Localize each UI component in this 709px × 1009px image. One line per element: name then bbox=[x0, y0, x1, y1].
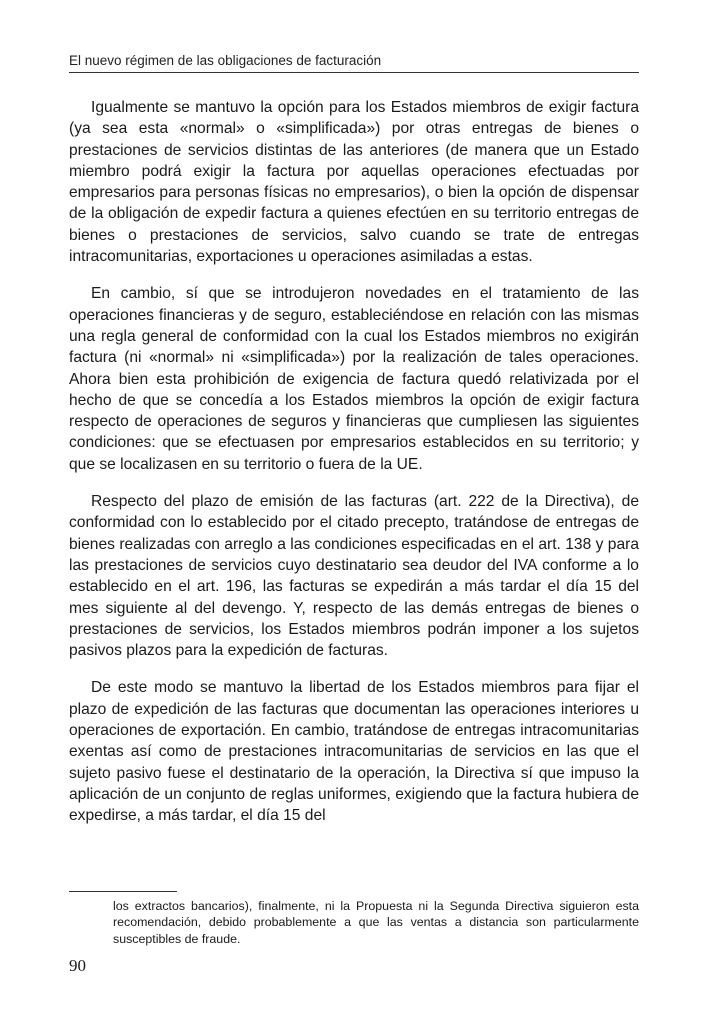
paragraph-1: Igualmente se mantuvo la opción para los Estados miembros de exigir factura (ya sea esta «normal» o «simplificada») por otras entregas de bienes o prestaciones de servicios distintas de las anteriores (de manera que un Estado miembro podrá exigir la factura por aquellas operaciones efectuadas por empresarios para personas físicas no empresarios), o bien la opción de dispensar de la obligación de expedir factura a quienes efectúen en su territorio entregas de bienes o prestaciones de servicios, salvo cuando se trate de entregas intracomunitarias, exportaciones u operaciones asimiladas a estas. bbox=[69, 99, 639, 266]
body-text bbox=[69, 97, 639, 843]
paragraph-3: Respecto del plazo de emisión de las facturas (art. 222 de la Directiva), de conformidad con lo establecido por el citado precepto, tratándose de entregas de bienes realizadas con arreglo a las condiciones especificadas en el art. 138 y para las prestaciones de servicios cuyo destinatario sea deudor del IVA conforme a lo establecido en el art. 196, las facturas se expedirán a más tardar el día 15 del mes siguiente al del devengo. Y, respecto de las demás entregas de bienes o prestaciones de servicios, los Estados miembros podrán imponer a los sujetos pasivos plazos para la expedición de facturas. bbox=[69, 493, 639, 660]
footnote: los extractos bancarios), finalmente, ni la Propuesta ni la Segunda Directiva siguieron esta recomendación, debido probablemente a que las ventas a distancia son particularmente susceptibles de fraude. bbox=[113, 899, 639, 946]
page-number: 90 bbox=[69, 956, 86, 975]
paragraph-2: En cambio, sí que se introdujeron novedades en el tratamiento de las operaciones financieras y de seguro, estableciéndose en relación con las mismas una regla general de conformidad con la cual los Estados miembros no exigirán factura (ni «normal» ni «simplificada») por la realización de tales operaciones. Ahora bien esta prohibición de exigencia de factura quedó relativizada por el hecho de que se concedía a los Estados miembros la opción de exigir factura respecto de operaciones de seguros y financieras que cumpliesen las siguientes condiciones: que se efectuasen por empresarios establecidos en su territorio; y que se localizasen en su territorio o fuera de la UE. bbox=[69, 285, 639, 473]
paragraph-4: De este modo se mantuvo la libertad de los Estados miembros para fijar el plazo de expedición de las facturas que documentan las operaciones interiores u operaciones de exportación. En cambio, tratándose de entregas intracomunitarias exentas así como de prestaciones intracomunitarias de servicios en las que el sujeto pasivo fuese el destinatario de la operación, la Directiva sí que impuso la aplicación de un conjunto de reglas uniformes, exigiendo que la factura hubiera de expedirse, a más tardar, el día 15 del bbox=[69, 679, 639, 825]
footnote-divider bbox=[69, 891, 177, 892]
running-header: El nuevo régimen de las obligaciones de facturación bbox=[69, 52, 639, 73]
